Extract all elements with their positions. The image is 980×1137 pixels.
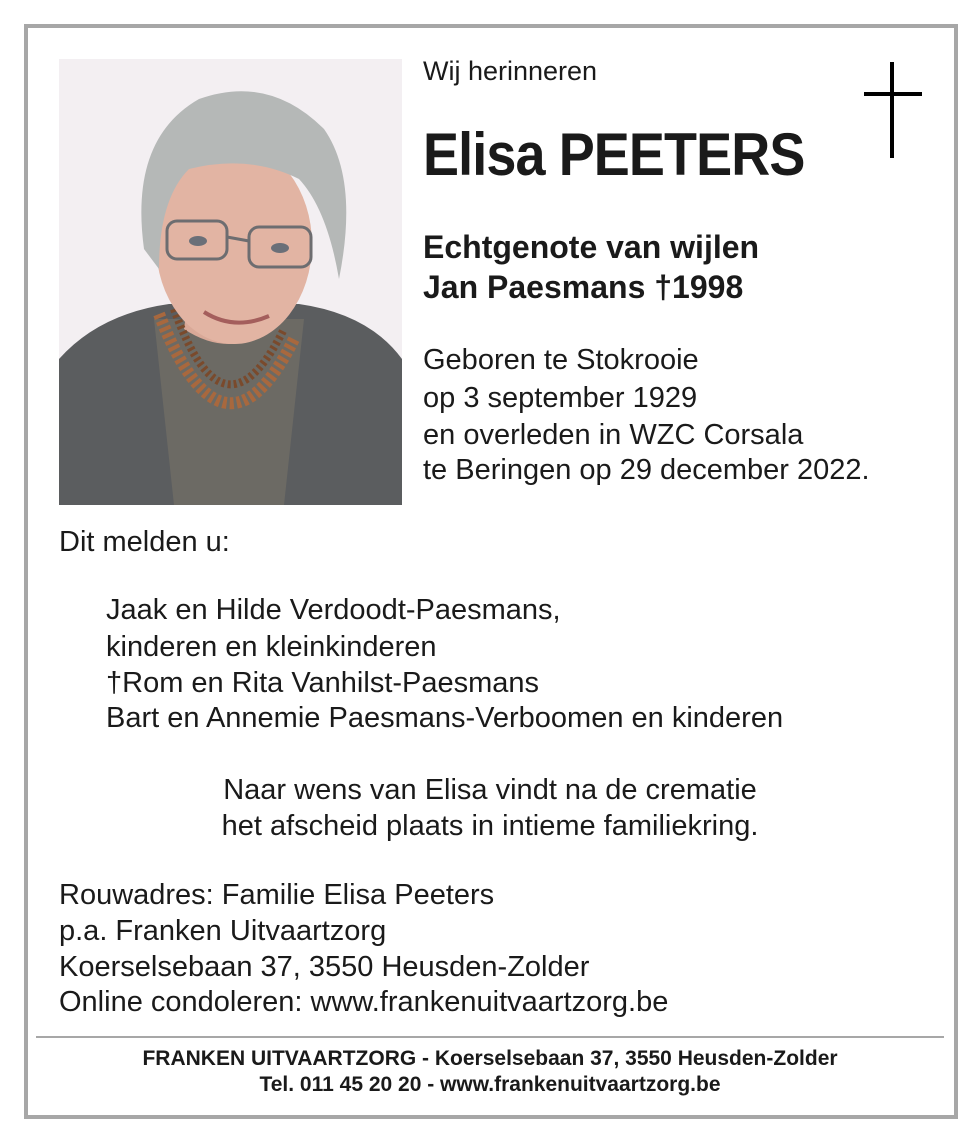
- life-line: te Beringen op 29 december 2022.: [423, 454, 870, 486]
- family-line: Jaak en Hilde Verdoodt-Paesmans,: [106, 594, 561, 626]
- cross-icon: [864, 62, 922, 158]
- address-line: Rouwadres: Familie Elisa Peeters: [59, 879, 495, 911]
- deceased-name: Elisa PEETERS: [423, 121, 805, 188]
- family-line: kinderen en kleinkinderen: [106, 631, 437, 663]
- wish-line: Naar wens van Elisa vindt na de crematie: [223, 774, 757, 806]
- life-line: Geboren te Stokrooie: [423, 344, 699, 376]
- announce-text: Dit melden u:: [59, 526, 230, 558]
- footer-address: FRANKEN UITVAARTZORG - Koerselsebaan 37, 3550 Heusden-Zolder: [142, 1047, 838, 1070]
- family-line: Bart en Annemie Paesmans-Verboomen en kinderen: [106, 702, 784, 734]
- portrait-photo: [59, 59, 402, 505]
- family-line: †Rom en Rita Vanhilst-Paesmans: [106, 667, 540, 699]
- condolence-line: Online condoleren: www.frankenuitvaartzorg.be: [59, 986, 669, 1018]
- life-line: op 3 september 1929: [423, 382, 698, 414]
- life-line: en overleden in WZC Corsala: [423, 419, 804, 451]
- footer-divider: [36, 1036, 944, 1038]
- footer-contact: Tel. 011 45 20 20 - www.frankenuitvaartzorg.be: [259, 1073, 721, 1096]
- address-line: p.a. Franken Uitvaartzorg: [59, 915, 387, 947]
- address-line: Koerselsebaan 37, 3550 Heusden-Zolder: [59, 951, 590, 983]
- wish-line: het afscheid plaats in intieme familiekring.: [221, 810, 759, 842]
- spouse-name-line: Jan Paesmans †1998: [423, 269, 744, 305]
- intro-text: Wij herinneren: [423, 56, 598, 86]
- spouse-line: Echtgenote van wijlen: [423, 229, 760, 265]
